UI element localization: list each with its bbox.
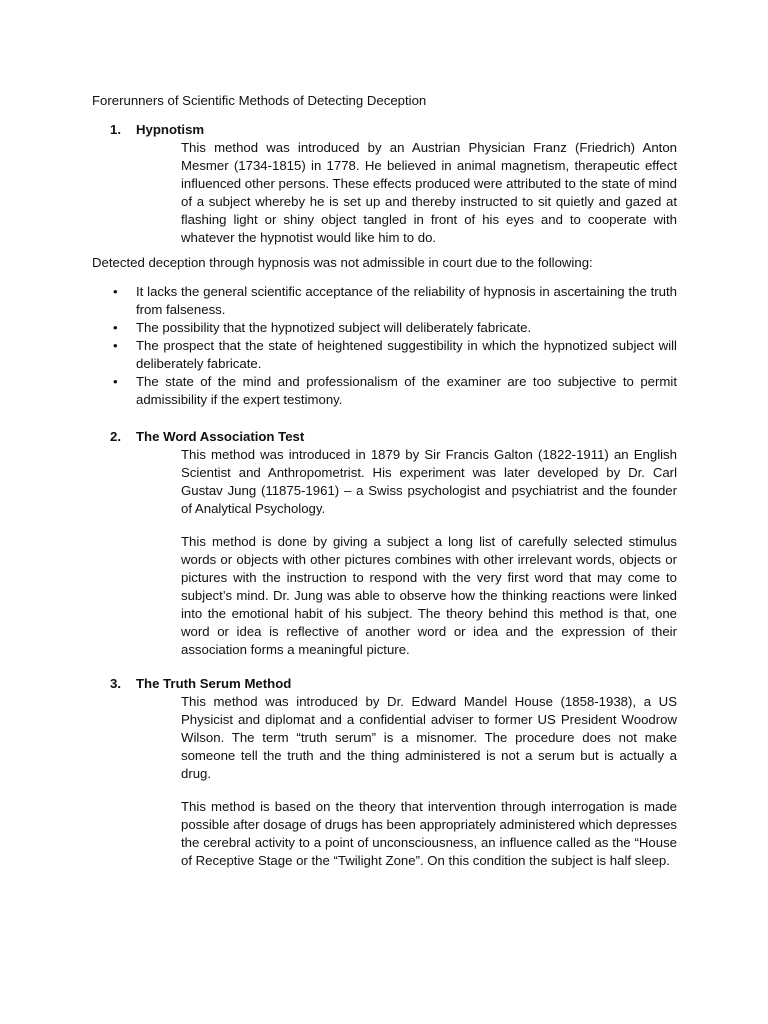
truth-serum-paragraph-2: This method is based on the theory that intervention through interrogation is made possible after dosage of drugs has been appropriately administered which depresses the cerebral activity to a point of unconsciousness, an influence called as the “House of Receptive Stage or the “Twilight Zone”. On this condition the subject is half sleep.	[181, 799, 677, 868]
bullet-icon: •	[113, 374, 118, 389]
section-title: The Truth Serum Method	[136, 676, 292, 691]
document-title: Forerunners of Scientific Methods of Detecting Deception	[92, 93, 427, 108]
section-number: 2.	[110, 429, 121, 444]
list-item	[0, 283, 677, 319]
list-item	[0, 373, 677, 409]
section-heading-word-association	[110, 428, 304, 446]
list-item-text: The possibility that the hypnotized subject will deliberately fabricate.	[136, 320, 532, 335]
section-heading-hypnotism	[110, 121, 204, 139]
section-number: 3.	[110, 676, 121, 691]
list-item-text: The state of the mind and professionalism of the examiner are too subjective to permit admissibility if the expert testimony.	[136, 374, 677, 407]
section-number: 1.	[110, 122, 121, 137]
list-item	[0, 337, 677, 373]
bullet-icon: •	[113, 338, 118, 353]
word-association-paragraph-1: This method was introduced in 1879 by Sir Francis Galton (1822-1911) an English Scientist and Anthropometrist. His experiment was later developed by Dr. Carl Gustav Jung (11875-1961) – a Swiss psychologist and psychiatrist and the founder of Analytical Psychology.	[181, 447, 677, 516]
section-title: Hypnotism	[136, 122, 205, 137]
list-item-text: The prospect that the state of heightened suggestibility in which the hypnotized subject will deliberately fabricate.	[136, 338, 677, 371]
hypnotism-paragraph: This method was introduced by an Austrian Physician Franz (Friedrich) Anton Mesmer (1734-1815) in 1778. He believed in animal magnetism, therapeutic effect influenced other persons. These effects produced were attributed to the state of mind of a subject whereby he is set up and thereby instructed to sit quietly and gazed at flashing light or shiny object tangled in front of his eyes and to cooperate with whatever the hypnotist would like him to do.	[181, 140, 677, 245]
admissibility-list	[0, 283, 768, 409]
section-heading-truth-serum	[110, 675, 291, 693]
bullet-icon: •	[113, 320, 118, 335]
truth-serum-paragraph-1: This method was introduced by Dr. Edward Mandel House (1858-1938), a US Physicist and diplomat and a confidential adviser to former US President Woodrow Wilson. The term “truth serum” is a misnomer. The procedure does not make someone tell the truth and the thing administered is not a serum but is actually a drug.	[181, 694, 677, 781]
list-item-text: It lacks the general scientific acceptance of the reliability of hypnosis in ascertaining the truth from falseness.	[136, 284, 677, 317]
admissibility-intro: Detected deception through hypnosis was not admissible in court due to the following:	[92, 255, 593, 270]
list-item	[0, 319, 677, 337]
section-title: The Word Association Test	[136, 429, 305, 444]
word-association-paragraph-2: This method is done by giving a subject a long list of carefully selected stimulus words or objects with other pictures combines with other irrelevant words, objects or pictures with the instruction to respond with the very first word that may come to subject’s mind. Dr. Jung was able to observe how the thinking reactions were linked into the emotional habit of his subject. The theory behind this method is that, one word or idea is reflective of another word or idea and the expression of their association forms a meaningful picture.	[181, 534, 677, 657]
bullet-icon: •	[113, 284, 118, 299]
